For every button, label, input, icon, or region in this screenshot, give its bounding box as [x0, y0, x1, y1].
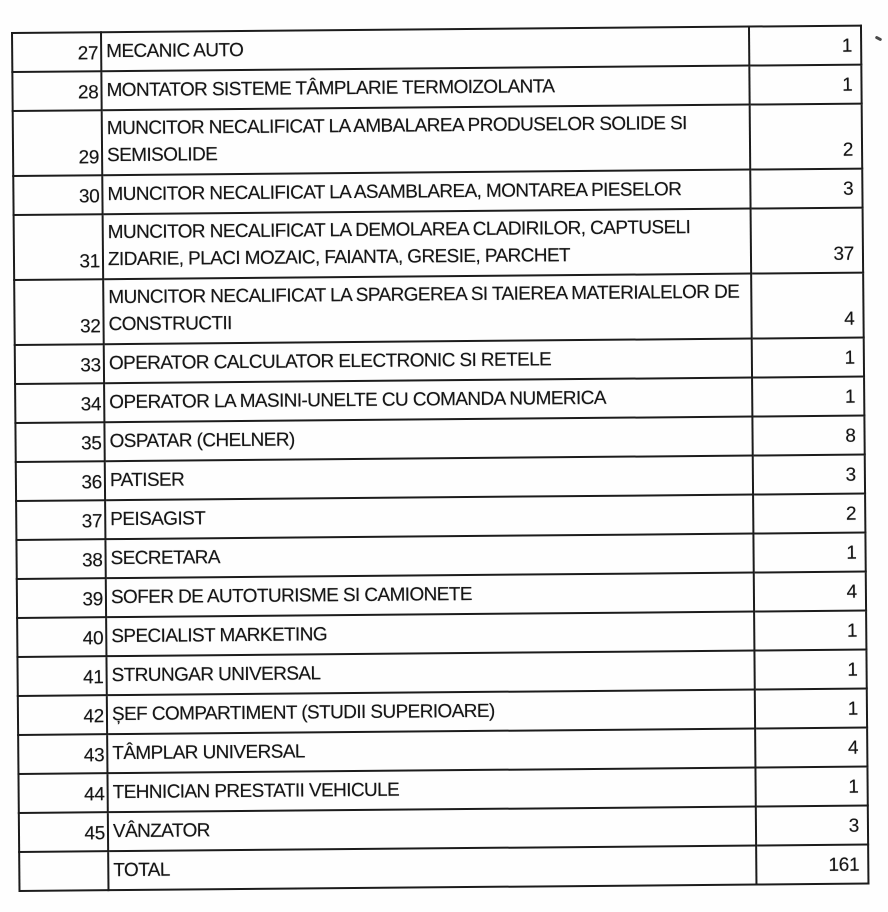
row-title-line: TÂMPLAR UNIVERSAL — [112, 741, 305, 765]
row-count-cell — [752, 416, 864, 456]
row-title-cell — [102, 105, 751, 176]
row-count-cell — [754, 650, 866, 690]
scan-skew-wrapper — [11, 25, 869, 892]
row-count-cell — [751, 273, 864, 339]
row-title-cell — [107, 690, 755, 735]
row-number-cell — [18, 734, 107, 774]
row-title-line: SEMISOLIDE — [106, 144, 218, 167]
row-title-line: ZIDARIE, PLACI MOZAIC, FAIANTA, GRESIE, PARCHET — [107, 245, 571, 271]
row-count: 1 — [846, 542, 857, 564]
row-count-cell — [750, 169, 862, 209]
row-title-cell — [102, 170, 750, 215]
row-title-line: OSPATAR (CHELNER) — [109, 429, 295, 453]
row-title-line: MUNCITOR NECALIFICAT LA SPARGEREA SI TAIEREA MATERIALELOR DE — [108, 281, 740, 309]
total-label-cell — [108, 846, 756, 891]
row-number: 36 — [81, 472, 103, 494]
row-title-cell — [101, 27, 749, 72]
row-number: 29 — [78, 147, 100, 169]
row-title-cell — [106, 651, 754, 696]
row-number: 28 — [77, 82, 99, 104]
row-title-line: MUNCITOR NECALIFICAT LA ASAMBLAREA, MONTAREA PIESELOR — [107, 179, 682, 206]
row-count-cell — [755, 767, 867, 807]
row-number-cell — [17, 578, 106, 618]
table-row — [13, 104, 863, 176]
scan-speck — [875, 36, 883, 42]
row-count: 2 — [842, 139, 854, 161]
row-count: 1 — [844, 386, 856, 408]
row-title-line: TEHNICIAN PRESTATII VEHICULE — [112, 779, 400, 804]
row-title-cell — [101, 66, 749, 111]
row-title-line: MUNCITOR NECALIFICAT LA DEMOLAREA CLADIRILOR, CAPTUSELI — [107, 217, 691, 244]
total-value: 161 — [828, 854, 860, 876]
row-number: 30 — [78, 186, 100, 208]
row-title-cell — [106, 573, 754, 618]
row-count-cell — [751, 208, 864, 274]
row-title-cell — [104, 417, 752, 462]
row-count: 3 — [843, 178, 854, 200]
total-label: TOTAL — [113, 859, 170, 882]
row-number: 42 — [83, 706, 105, 728]
row-count: 1 — [847, 659, 858, 681]
row-count-cell — [749, 65, 861, 105]
row-number-cell — [17, 617, 106, 657]
row-title-line: SECRETARA — [110, 547, 221, 570]
row-count: 8 — [845, 425, 856, 447]
row-number-cell — [14, 214, 104, 280]
table-body — [12, 26, 868, 891]
row-title-cell — [107, 768, 755, 813]
row-title-cell — [105, 495, 753, 540]
row-title-line: SPECIALIST MARKETING — [111, 624, 328, 648]
row-count-cell — [754, 572, 866, 612]
row-count-cell — [753, 533, 865, 573]
row-count: 4 — [847, 737, 859, 759]
row-title-line: PEISAGIST — [110, 508, 206, 531]
total-number-cell — [19, 851, 108, 891]
row-number-cell — [15, 422, 104, 462]
row-number: 45 — [84, 823, 106, 845]
row-title-line: MONTATOR SISTEME TÂMPLARIE TERMOIZOLANTA — [106, 76, 555, 102]
row-count-cell — [749, 26, 861, 66]
row-count: 1 — [848, 776, 859, 798]
row-count: 1 — [842, 74, 853, 96]
row-count-cell — [752, 338, 864, 378]
row-number: 44 — [84, 784, 105, 806]
row-title-cell — [105, 534, 753, 579]
row-title-cell — [105, 456, 753, 501]
row-count-cell — [750, 104, 863, 170]
table-row — [14, 273, 864, 345]
row-count: 1 — [841, 35, 853, 57]
row-title-line: ȘEF COMPARTIMENT (STUDII SUPERIOARE) — [111, 700, 495, 726]
row-title-line: STRUNGAR UNIVERSAL — [111, 663, 321, 687]
row-number-cell — [16, 461, 105, 501]
row-count: 3 — [848, 815, 860, 837]
row-number: 35 — [80, 433, 102, 455]
row-count: 1 — [846, 620, 858, 642]
row-number-cell — [15, 344, 104, 384]
total-row — [19, 845, 868, 891]
row-number-cell — [19, 812, 108, 852]
row-count-cell — [753, 455, 865, 495]
row-number: 41 — [83, 667, 104, 689]
row-title-cell — [104, 378, 752, 423]
row-title-line: VÂNZATOR — [112, 820, 210, 843]
row-count: 37 — [833, 243, 855, 265]
row-count: 4 — [844, 308, 855, 330]
row-number-cell — [16, 500, 105, 540]
row-count-cell — [755, 689, 867, 729]
row-count-cell — [753, 494, 865, 534]
row-title-line: PATISER — [109, 469, 185, 492]
row-title-cell — [106, 612, 754, 657]
row-title-cell — [108, 807, 756, 852]
row-number-cell — [14, 279, 104, 345]
row-number-cell — [13, 175, 102, 215]
row-number-cell — [18, 773, 107, 813]
row-number: 39 — [82, 589, 104, 611]
row-number-cell — [12, 32, 101, 72]
row-number: 37 — [81, 511, 103, 533]
row-count: 4 — [846, 581, 858, 603]
row-number: 38 — [81, 550, 103, 572]
row-number-cell — [15, 383, 104, 423]
row-number: 33 — [80, 355, 102, 377]
row-title-line: SOFER DE AUTOTURISME SI CAMIONETE — [110, 583, 472, 609]
row-title-cell — [107, 729, 755, 774]
row-number: 43 — [83, 745, 105, 767]
row-number-cell — [18, 695, 107, 735]
row-count: 3 — [845, 464, 856, 486]
row-title-cell — [103, 274, 752, 345]
table-row — [14, 208, 864, 280]
row-number-cell — [17, 656, 106, 696]
row-count-cell — [755, 728, 867, 768]
row-count: 2 — [845, 503, 857, 525]
row-count-cell — [756, 806, 868, 846]
total-value-cell — [756, 845, 868, 885]
row-number-cell — [16, 539, 105, 579]
row-title-line: OPERATOR CALCULATOR ELECTRONIC SI RETELE — [108, 349, 552, 375]
row-title-line: CONSTRUCTII — [108, 313, 232, 336]
row-number: 34 — [80, 394, 102, 416]
row-count-cell — [752, 377, 864, 417]
row-title-line: MUNCITOR NECALIFICAT LA AMBALAREA PRODUSELOR SOLIDE SI — [106, 113, 687, 140]
row-number-cell — [12, 71, 101, 111]
row-title-cell — [104, 339, 752, 384]
row-count: 1 — [844, 347, 855, 369]
row-number: 32 — [79, 316, 101, 338]
row-title-line: MECANIC AUTO — [106, 39, 244, 63]
row-number: 27 — [77, 43, 99, 65]
row-title-cell — [103, 209, 752, 280]
row-title-line: OPERATOR LA MASINI-UNELTE CU COMANDA NUMERICA — [109, 387, 606, 414]
row-number: 31 — [79, 251, 101, 273]
vacancies-table — [11, 25, 869, 892]
row-number-cell — [13, 110, 103, 176]
row-count-cell — [754, 611, 866, 651]
row-number: 40 — [82, 628, 104, 650]
row-count: 1 — [847, 698, 859, 720]
